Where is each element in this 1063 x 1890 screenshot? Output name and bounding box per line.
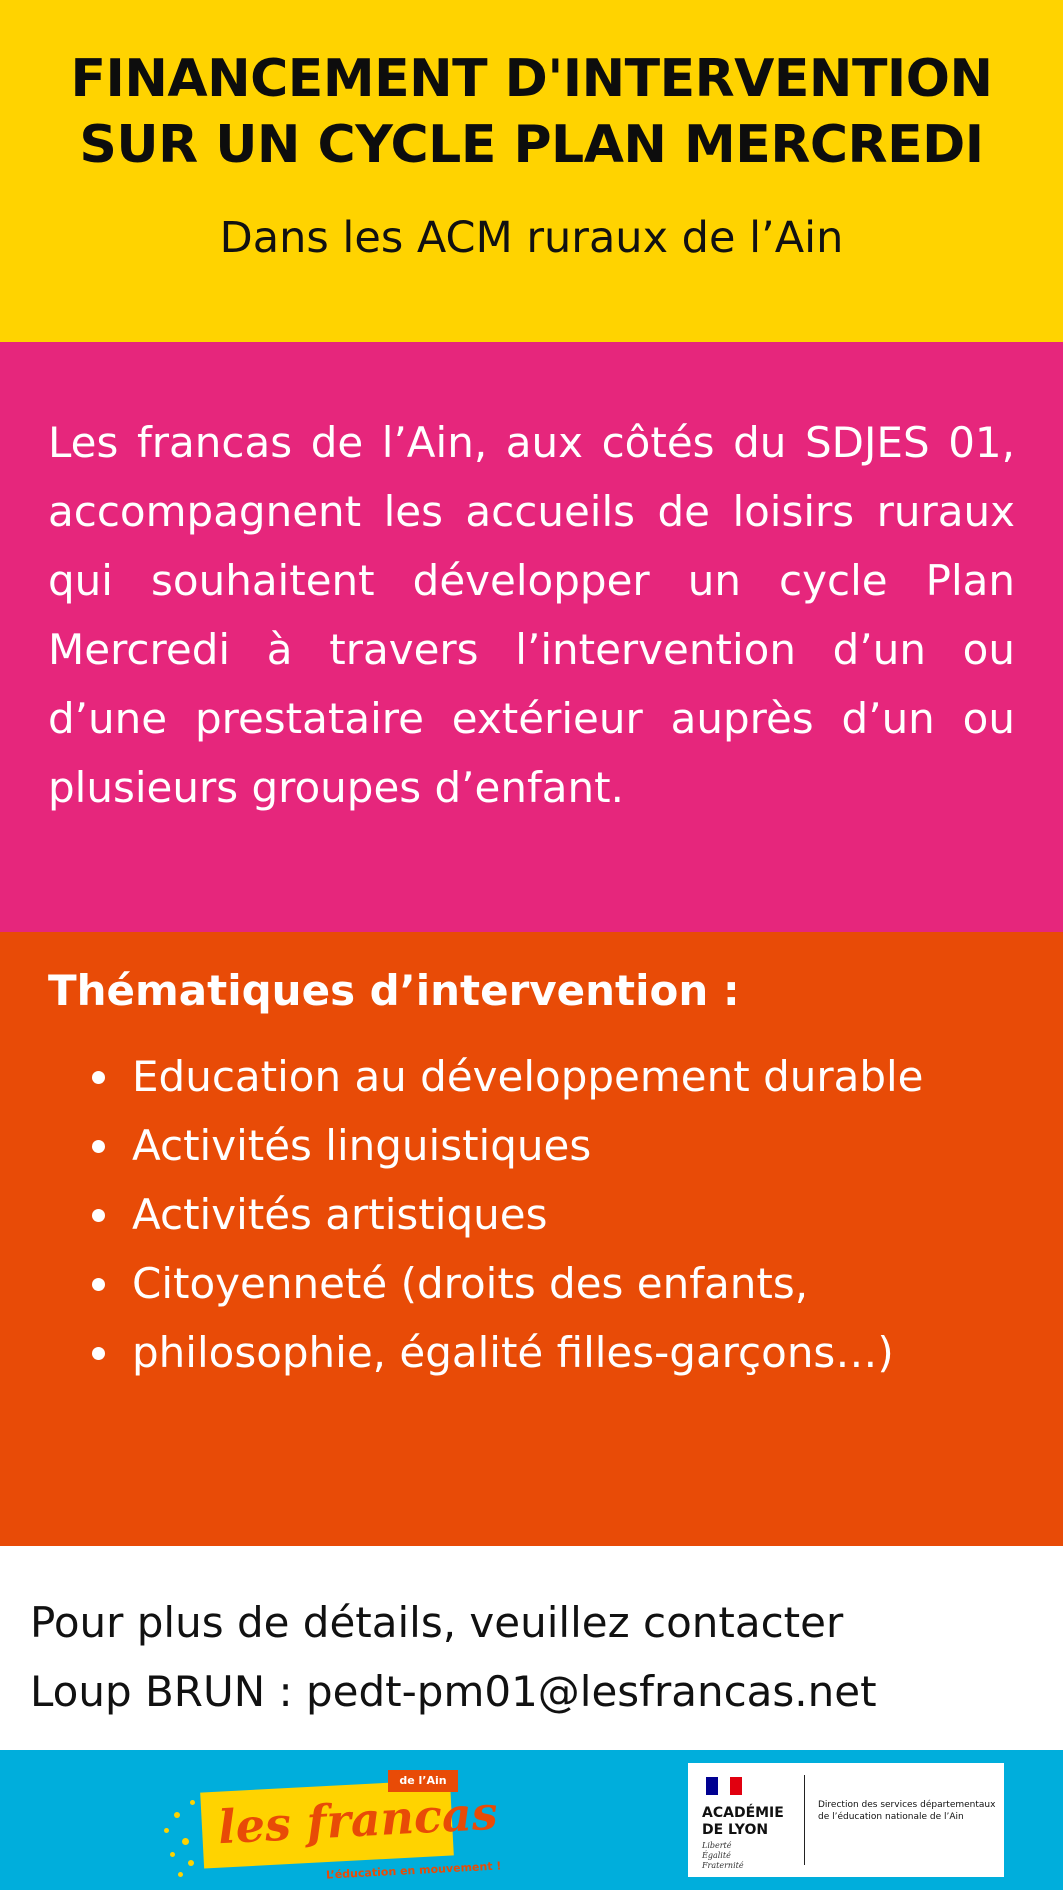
logo-slogan: L’éducation en mouvement ! bbox=[325, 1859, 502, 1882]
intro-section bbox=[0, 342, 1063, 932]
confetti-dot bbox=[174, 1812, 180, 1818]
title-line-1: FINANCEMENT D'INTERVENTION bbox=[70, 49, 993, 109]
academie-name: ACADÉMIE DE LYON bbox=[702, 1805, 784, 1838]
logo-tag: de l’Ain bbox=[388, 1770, 458, 1792]
themes-list bbox=[48, 1042, 1015, 1387]
list-item: Education au développement durable bbox=[48, 1042, 1015, 1111]
academie-logo bbox=[688, 1763, 1004, 1877]
header-section bbox=[0, 0, 1063, 342]
republic-motto: Liberté Égalité Fraternité bbox=[702, 1841, 744, 1870]
list-item: Activités linguistiques bbox=[48, 1111, 1015, 1180]
bullet-icon bbox=[92, 1140, 105, 1153]
confetti-dot bbox=[182, 1838, 189, 1845]
contact-line-2: Loup BRUN : pedt-pm01@lesfrancas.net bbox=[30, 1667, 877, 1716]
bullet-icon bbox=[92, 1209, 105, 1222]
confetti-dot bbox=[178, 1872, 183, 1877]
bullet-icon bbox=[92, 1071, 105, 1084]
themes-heading: Thématiques d’intervention : bbox=[48, 966, 740, 1015]
intro-paragraph: Les francas de l’Ain, aux côtés du SDJES 01, accompagnent les accueils de loisirs ruraux qui souhaitent développer un cycle Plan Mercredi à travers l’intervention d’un ou d’une prestataire extérieur auprès d’un ou plusieurs groupes d’enfant. bbox=[48, 418, 1015, 812]
contact-line-1: Pour plus de détails, veuillez contacter bbox=[30, 1598, 844, 1647]
contact-section bbox=[0, 1546, 1063, 1750]
bullet-icon bbox=[92, 1347, 105, 1360]
footer-section bbox=[0, 1750, 1063, 1890]
confetti-dot bbox=[170, 1852, 175, 1857]
direction-label: Direction des services départementaux de l’éducation nationale de l’Ain bbox=[818, 1800, 996, 1822]
bullet-icon bbox=[92, 1278, 105, 1291]
french-flag-icon bbox=[706, 1777, 742, 1795]
francas-logo bbox=[160, 1764, 500, 1884]
list-item: philosophie, égalité filles-garçons…) bbox=[48, 1318, 1015, 1387]
contact-text bbox=[30, 1588, 1033, 1726]
logo-wordmark: les francas bbox=[216, 1785, 499, 1855]
logo-divider bbox=[804, 1775, 805, 1865]
page-subtitle: Dans les ACM ruraux de l’Ain bbox=[219, 213, 844, 263]
list-item: Activités artistiques bbox=[48, 1180, 1015, 1249]
themes-section bbox=[0, 932, 1063, 1546]
list-item: Citoyenneté (droits des enfants, bbox=[48, 1249, 1015, 1318]
page-title bbox=[0, 0, 1063, 178]
confetti-dot bbox=[190, 1800, 195, 1805]
title-line-2: SUR UN CYCLE PLAN MERCREDI bbox=[79, 115, 984, 175]
confetti-dot bbox=[188, 1860, 194, 1866]
confetti-dot bbox=[164, 1828, 169, 1833]
